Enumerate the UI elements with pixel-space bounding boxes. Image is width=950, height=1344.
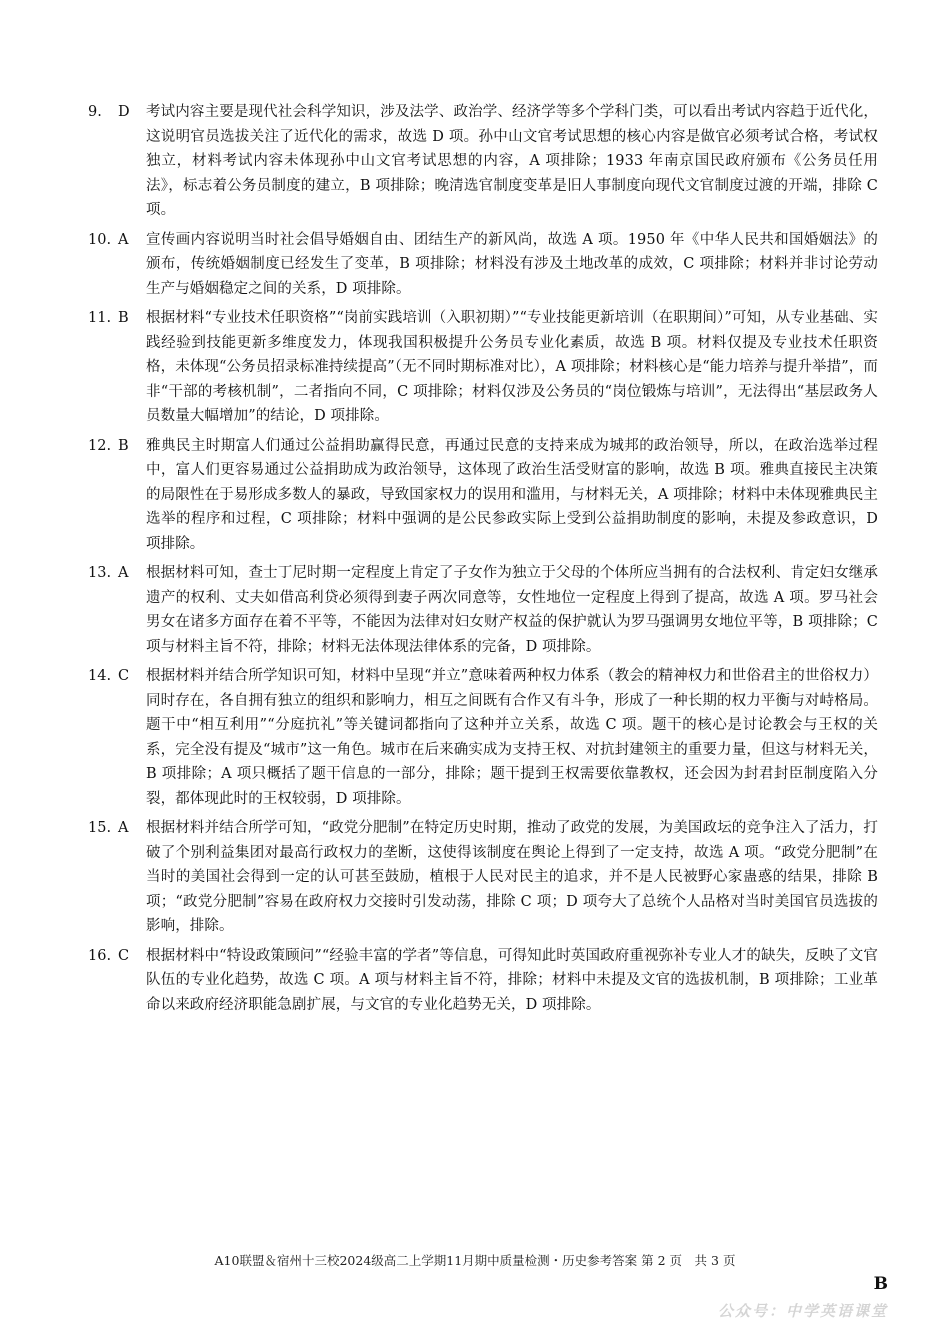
answer-explanation: 根据材料“专业技术任职资格”“岗前实践培训（入职初期）”“专业技能更新培训（在职期间）”可知，从专业基础、实践经验到技能更新多维度发力，体现我国积极提升公务员专业化素质，故选 B 项。材料仅提及专业技术任职资格，未体现“公务员招录标准持续提高”（无不同时期标准对比），A 项排除；材料核心是“能力培养与提升举措”，而非“干部的考核机制”，二者指向不同，C 项排除；材料仅涉及公务员的“岗位锻炼与培训”，无法得出“基层政务人员数量大幅增加”的结论，D 项排除。: [146, 310, 878, 424]
question-number: 10.: [88, 231, 112, 248]
answer-letter: A: [118, 231, 129, 248]
question-number: 11.: [88, 310, 112, 326]
version-mark: B: [873, 1274, 888, 1294]
answer-letter: A: [118, 820, 129, 836]
answer-item-9: [88, 100, 878, 223]
answer-explanation: 根据材料中“特设政策顾问”“经验丰富的学者”等信息，可得知此时英国政府重视弥补专业人才的缺失，反映了文官队伍的专业化趋势，故选 C 项。A 项与材料主旨不符，排除；材料中未提及文官的选拔机制，B 项排除；工业革命以来政府经济职能急剧扩展，与文官的专业化趋势无关，D 项排除。: [146, 947, 878, 1013]
answer-list: [88, 100, 878, 1022]
answer-item-15: [88, 816, 878, 939]
answer-explanation: 雅典民主时期富人们通过公益捐助赢得民意，再通过民意的支持来成为城邦的政治领导，所以，在政治选举过程中，富人们更容易通过公益捐助成为政治领导，这体现了政治生活受财富的影响，故选 B 项。雅典直接民主决策的局限性在于易形成多数人的暴政，导致国家权力的误用和滥用，与材料无关，A 项排除；材料中未体现雅典民主选举的程序和过程，C 项排除；材料中强调的是公民参政实际上受到公益捐助制度的影响，未提及参政意识，D 项排除。: [146, 437, 878, 552]
question-number: 12.: [88, 437, 112, 454]
watermark: 公众号：中学英语课堂: [717, 1302, 888, 1320]
answer-letter: C: [118, 947, 130, 964]
question-number: 16.: [88, 947, 112, 964]
answer-item-11: [88, 306, 878, 429]
answer-letter: D: [118, 104, 130, 120]
answer-letter: C: [118, 668, 130, 684]
answer-explanation: 根据材料可知，查士丁尼时期一定程度上肯定了子女作为独立于父母的个体所应当拥有的合法权利、肯定妇女继承遗产的权利、丈夫如借高利贷必须得到妻子两次同意等，女性地位一定程度上得到了提高，故选 A 项。罗马社会男女在诸多方面存在着不平等，不能因为法律对妇女财产权益的保护就认为罗马强调男女地位平等，B 项排除；C 项与材料主旨不符，排除；材料无法体现法律体系的完备，D 项排除。: [146, 565, 878, 655]
question-number: 15.: [88, 820, 112, 836]
answer-explanation: 宣传画内容说明当时社会倡导婚姻自由、团结生产的新风尚，故选 A 项。1950 年《中华人民共和国婚姻法》的颁布，传统婚姻制度已经发生了变革，B 项排除；材料没有涉及土地改革的成效，C 项排除；材料并非讨论劳动生产与婚姻稳定之间的关系，D 项排除。: [146, 231, 878, 297]
question-number: 13.: [88, 565, 112, 581]
answer-letter: B: [118, 437, 129, 454]
answer-letter: B: [118, 310, 129, 326]
answer-item-14: [88, 664, 878, 811]
answer-explanation: 根据材料并结合所学知识可知，材料中呈现“并立”意味着两种权力体系（教会的精神权力和世俗君主的世俗权力）同时存在，各自拥有独立的组织和影响力，相互之间既有合作又有斗争，形成了一种长期的权力平衡与对峙格局。题干中“相互利用”“分庭抗礼”等关键词都指向了这种并立关系，故选 C 项。题干的核心是讨论教会与王权的关系，完全没有提及“城市”这一角色。城市在后来确实成为支持王权、对抗封建领主的重要力量，但这与材料无关，B 项排除；A 项只概括了题干信息的一部分，排除；题干提到王权需要依靠教权，还会因为封君封臣制度陷入分裂，都体现此时的王权较弱，D 项排除。: [146, 668, 878, 807]
page-footer: A10联盟＆宿州十三校2024级高二上学期11月期中质量检测・历史参考答案 第 2 页 共 3 页: [214, 1253, 736, 1268]
answer-item-13: [88, 561, 878, 659]
question-number: 9.: [88, 104, 102, 120]
question-number: 14.: [88, 668, 112, 684]
answer-explanation: 根据材料并结合所学可知，“政党分肥制”在特定历史时期，推动了政党的发展，为美国政坛的竞争注入了活力，打破了个别利益集团对最高行政权力的垄断，这使得该制度在舆论上得到了一定支持，故选 A 项。“政党分肥制”在当时的美国社会得到一定的认可甚至鼓励，植根于人民对民主的追求，并不是人民被野心家蛊惑的结果，排除 B 项；“政党分肥制”容易在政府权力交接时引发动荡，排除 C 项；D 项夸大了总统个人品格对当时美国官员选拔的影响，排除。: [146, 820, 878, 934]
answer-item-10: [88, 228, 878, 302]
answer-letter: A: [118, 565, 129, 581]
answer-item-16: [88, 944, 878, 1018]
answer-explanation: 考试内容主要是现代社会科学知识，涉及法学、政治学、经济学等多个学科门类，可以看出考试内容趋于近代化，这说明官员选拔关注了近代化的需求，故选 D 项。孙中山文官考试思想的核心内容是做官必须考试合格，考试权独立，材料考试内容未体现孙中山文官考试思想的内容，A 项排除；1933 年南京国民政府颁布《公务员任用法》，标志着公务员制度的建立，B 项排除；晚清选官制度变革是旧人事制度向现代文官制度过渡的开端，排除 C 项。: [146, 104, 878, 218]
answer-item-12: [88, 434, 878, 557]
